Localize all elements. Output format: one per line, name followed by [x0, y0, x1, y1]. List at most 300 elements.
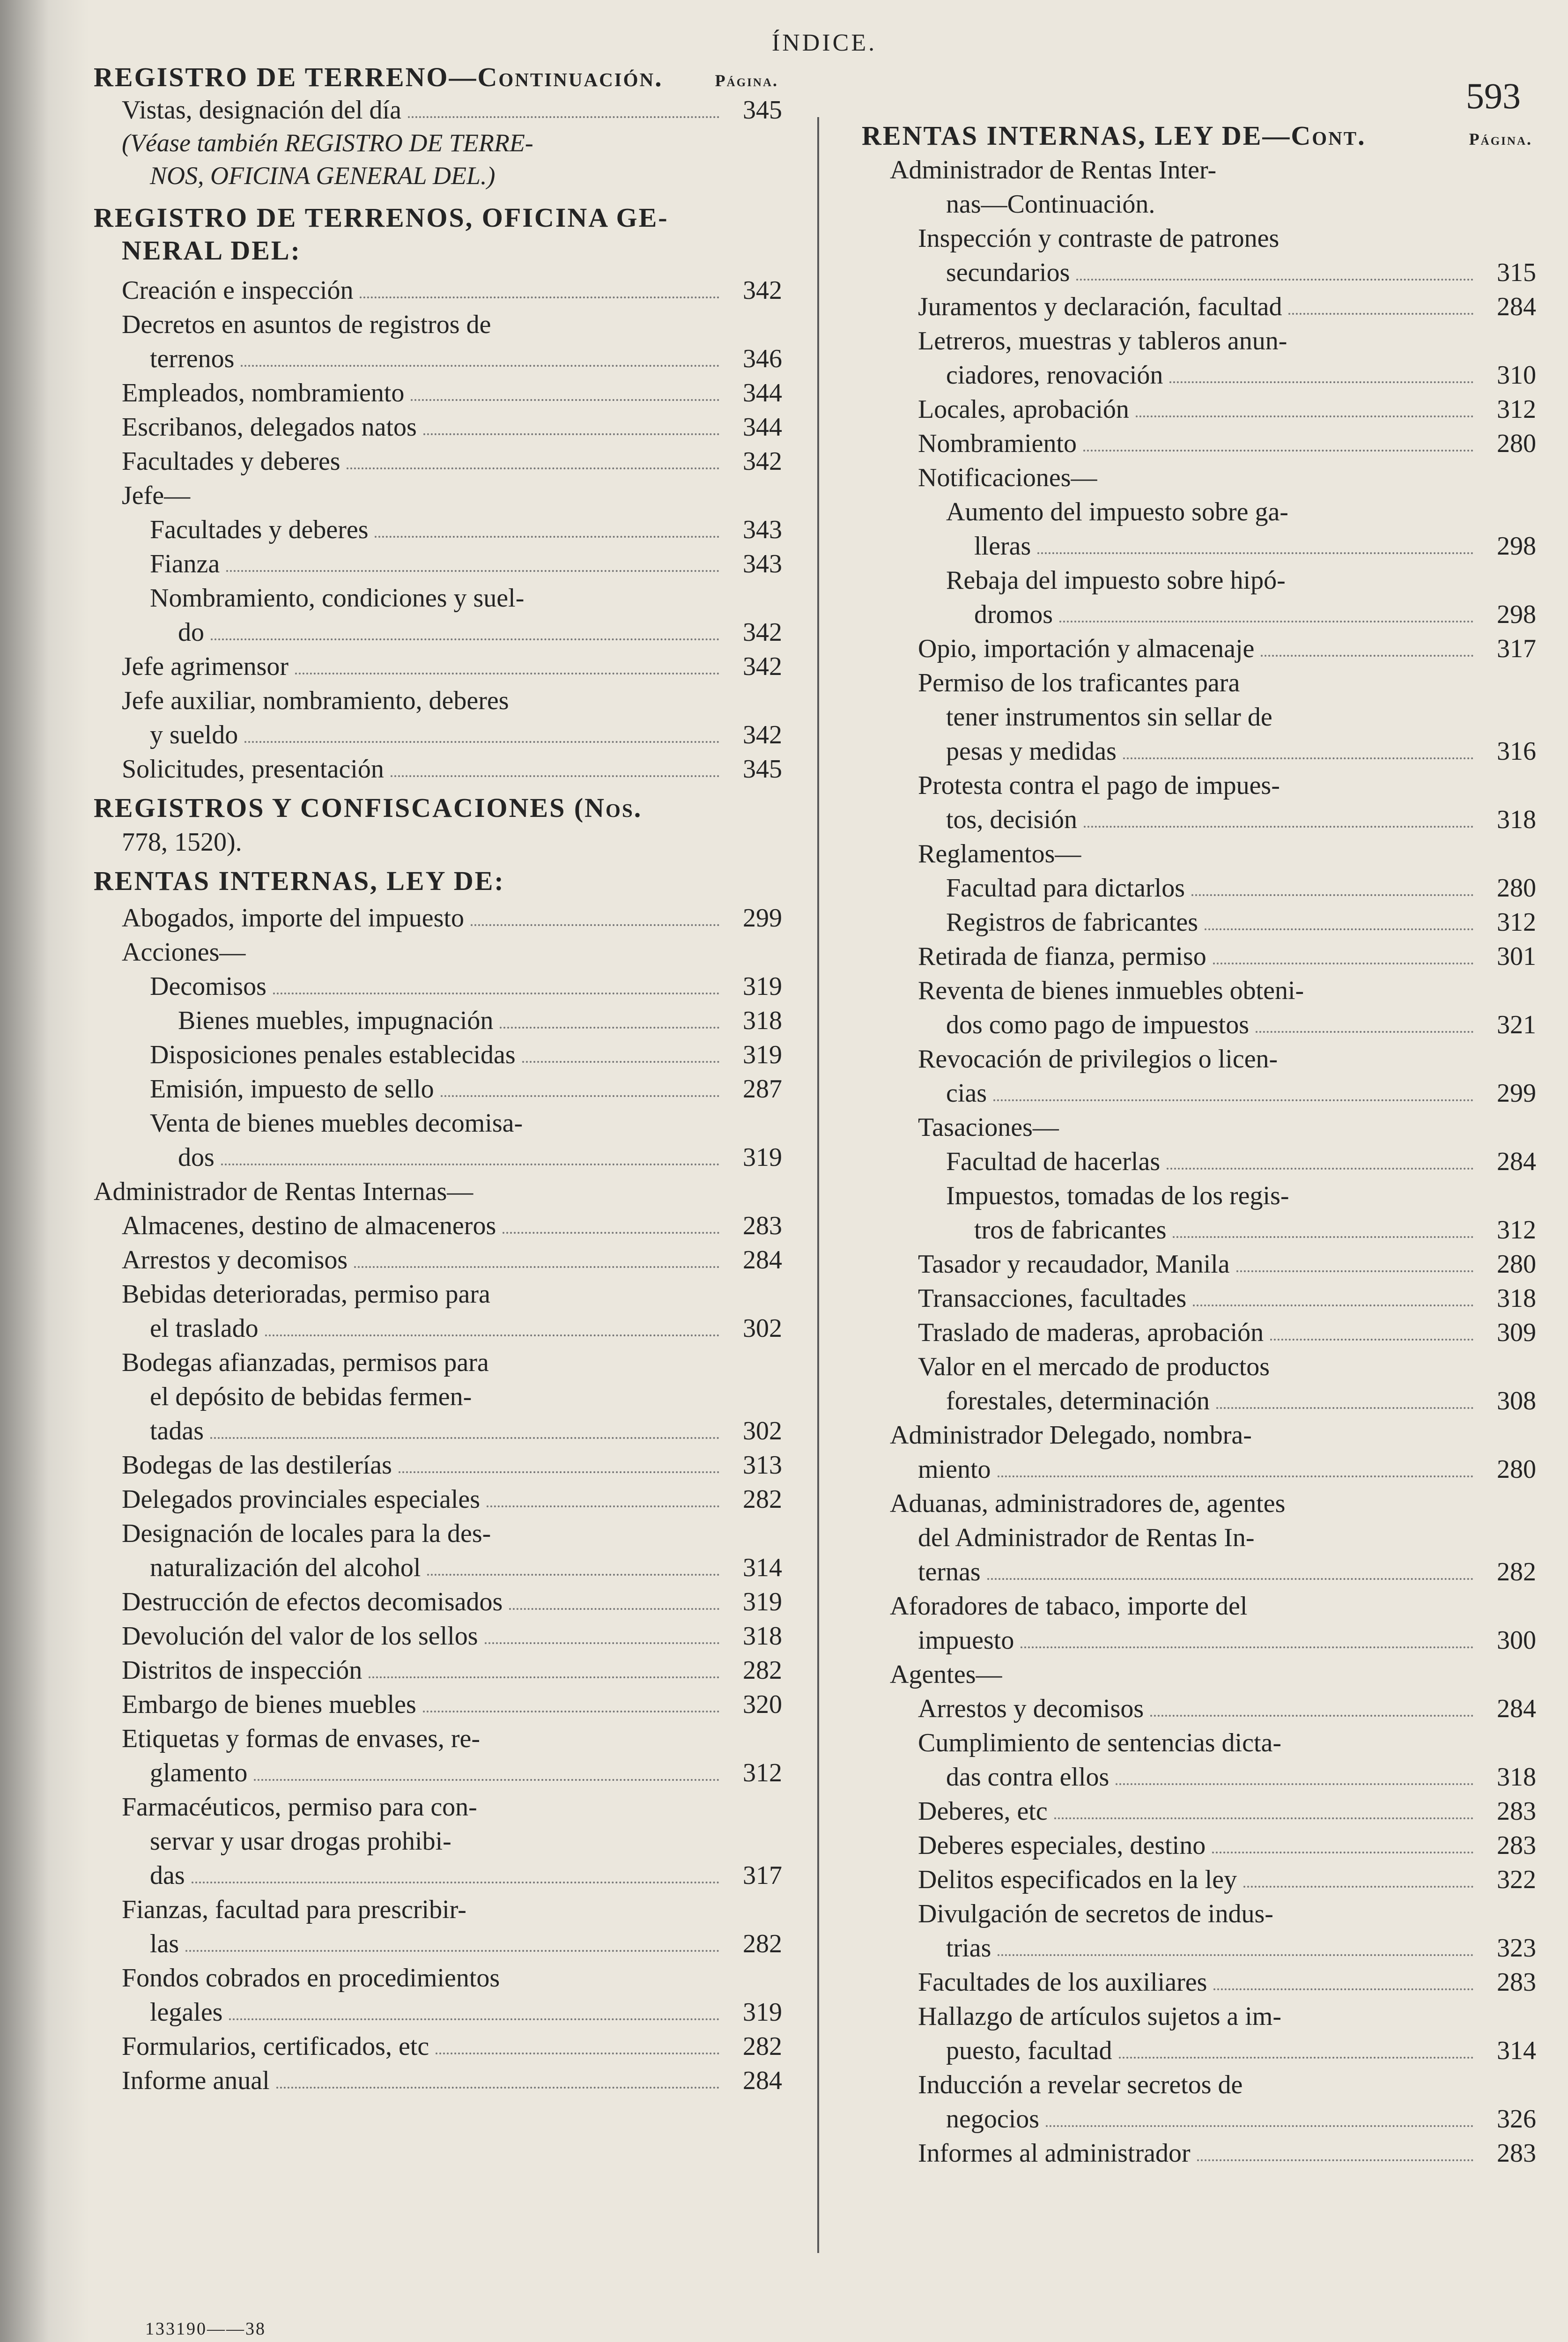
index-entry-page: 283	[743, 1211, 782, 1240]
index-entry	[94, 1654, 782, 1687]
index-entry-page: 319	[743, 1143, 782, 1172]
dot-leader	[1191, 894, 1473, 896]
dot-leader	[354, 1266, 719, 1268]
index-entry-text: Distritos de inspección	[122, 1656, 362, 1685]
index-entry-text: terrenos	[150, 344, 235, 373]
index-entry-text: Bienes muebles, impugnación	[178, 1006, 494, 1035]
index-entry-page: 284	[743, 2066, 782, 2095]
index-entry-text: tener instrumentos sin sellar de	[946, 703, 1272, 732]
index-entry-page: 342	[743, 618, 782, 647]
index-entry-text: Facultades y deberes	[150, 515, 369, 544]
index-entry-text: Designación de locales para la des-	[122, 1519, 491, 1548]
dot-leader	[503, 1231, 719, 1234]
dot-leader	[1236, 1270, 1473, 1272]
dot-leader	[471, 924, 719, 926]
dot-leader	[1169, 381, 1473, 383]
index-entry-page: 346	[743, 344, 782, 373]
index-entry	[94, 377, 782, 409]
index-entry-page: 309	[1497, 1318, 1536, 1347]
index-entry	[94, 1722, 782, 1755]
index-entry	[94, 274, 782, 307]
index-entry-text: Tasaciones—	[918, 1113, 1059, 1142]
index-entry-text: dos como pago de impuestos	[946, 1010, 1250, 1039]
index-entry	[94, 411, 782, 444]
index-entry	[862, 530, 1536, 563]
index-entry-page: 319	[743, 972, 782, 1001]
index-entry-page: 318	[1497, 1284, 1536, 1313]
dot-leader	[998, 1954, 1473, 1956]
index-entry	[94, 1893, 782, 1926]
index-entry	[94, 201, 782, 234]
index-entry	[94, 1586, 782, 1618]
index-entry	[94, 902, 782, 934]
index-entry-page: 318	[1497, 805, 1536, 834]
dot-leader	[487, 1505, 719, 1507]
index-entry-page: 287	[743, 1075, 782, 1104]
index-entry-page: 282	[1497, 1557, 1536, 1586]
dot-leader	[360, 296, 719, 298]
index-entry-text: nas—Continuación.	[946, 190, 1155, 219]
page-edge-shadow	[0, 0, 89, 2342]
index-entry-text: Devolución del valor de los sellos	[122, 1622, 478, 1651]
index-entry	[862, 1556, 1536, 1588]
dot-leader	[226, 570, 719, 572]
index-entry	[94, 445, 782, 478]
index-entry-text: REGISTRO DE TERRENO—Continuación.	[94, 62, 663, 92]
index-entry	[94, 1415, 782, 1447]
index-column-left	[94, 0, 782, 2342]
dot-leader	[399, 1471, 719, 1473]
index-entry-text: Jefe agrimensor	[122, 652, 289, 681]
dot-leader	[1123, 757, 1473, 759]
index-entry-text: forestales, determinación	[946, 1386, 1210, 1416]
dot-leader	[423, 433, 719, 435]
index-entry	[862, 564, 1536, 597]
index-entry	[94, 1141, 782, 1174]
index-entry-text: Escribanos, delegados natos	[122, 413, 417, 442]
index-entry-page: 302	[743, 1416, 782, 1445]
index-entry	[94, 1620, 782, 1653]
index-entry	[94, 1107, 782, 1140]
index-entry-page: 317	[1497, 634, 1536, 663]
index-entry	[862, 1385, 1536, 1417]
index-entry	[94, 792, 782, 824]
dot-leader	[1193, 1304, 1473, 1306]
index-entry-text: dromos	[974, 600, 1053, 629]
index-entry-text: Valor en el mercado de productos	[918, 1352, 1270, 1381]
dot-leader	[1213, 962, 1473, 964]
dot-leader	[295, 672, 719, 674]
index-entry	[862, 496, 1536, 528]
index-entry-page: 299	[743, 904, 782, 933]
index-entry-text: secundarios	[946, 258, 1070, 287]
dot-leader	[998, 1475, 1473, 1477]
index-entry	[94, 1927, 782, 1960]
index-entry-text: Letreros, muestras y tableros anun-	[918, 326, 1287, 356]
index-entry	[862, 256, 1536, 289]
index-entry-page: 284	[1497, 1147, 1536, 1176]
index-entry-text: servar y usar drogas prohibi-	[150, 1827, 451, 1856]
dot-leader	[1288, 312, 1473, 315]
index-entry	[94, 1380, 782, 1413]
index-entry	[94, 1073, 782, 1105]
index-entry-text: Facultades y deberes	[122, 447, 340, 476]
dot-leader	[1046, 2125, 1473, 2127]
dot-leader	[408, 116, 719, 118]
dot-leader	[1243, 1885, 1473, 1888]
index-entry-page: 343	[743, 549, 782, 578]
index-entry	[94, 159, 782, 192]
index-entry-text: Decomisos	[150, 972, 266, 1001]
index-entry-page: 282	[743, 1656, 782, 1685]
index-entry-page: 343	[743, 515, 782, 544]
index-entry	[862, 1453, 1536, 1486]
index-entry	[94, 1996, 782, 2029]
index-entry	[862, 1043, 1536, 1075]
index-entry-text: Fondos cobrados en procedimientos	[122, 1964, 500, 1993]
index-entry-text: Aforadores de tabaco, importe del	[890, 1592, 1248, 1621]
index-entry-text: Administrador de Rentas Inter-	[890, 156, 1217, 185]
index-entry-text: miento	[918, 1455, 991, 1484]
index-entry-text: Arrestos y decomisos	[918, 1694, 1144, 1723]
index-entry	[862, 667, 1536, 699]
index-entry	[94, 826, 782, 859]
index-entry-page: 312	[1497, 1215, 1536, 1245]
dot-leader	[347, 467, 719, 469]
index-entry	[862, 359, 1536, 392]
index-entry-text: Locales, aprobación	[918, 395, 1129, 424]
index-entry-text: Informes al administrador	[918, 2139, 1191, 2168]
dot-leader	[1054, 1817, 1473, 1819]
index-entry-text: RENTAS INTERNAS, LEY DE:	[94, 866, 505, 896]
index-entry-page: 312	[1497, 395, 1536, 424]
index-entry-text: el traslado	[150, 1314, 259, 1343]
index-entry-text: Retirada de fianza, permiso	[918, 942, 1206, 971]
index-entry-text: Inspección y contraste de patrones	[918, 224, 1280, 253]
index-entry-text: Delegados provinciales especiales	[122, 1485, 481, 1514]
index-column-right	[862, 0, 1536, 2342]
dot-leader	[441, 1095, 719, 1097]
index-entry-text: Vistas, designación del día	[122, 96, 401, 125]
index-entry-page: 280	[1497, 1455, 1536, 1484]
index-entry-text: Decretos en asuntos de registros de	[122, 310, 491, 339]
index-entry	[862, 154, 1536, 186]
index-entry	[862, 2137, 1536, 2170]
index-entry-text: tos, decisión	[946, 805, 1077, 834]
index-entry	[862, 325, 1536, 357]
index-entry	[862, 461, 1536, 494]
index-entry-text: Administrador Delegado, nombra-	[890, 1421, 1252, 1450]
index-entry-page: 283	[1497, 1797, 1536, 1826]
index-entry-text: Solicitudes, presentación	[122, 755, 384, 784]
index-entry-page: 312	[743, 1758, 782, 1787]
index-entry	[862, 1897, 1536, 1930]
index-entry	[862, 1214, 1536, 1246]
index-entry-text: (Véase también REGISTRO DE TERRE-	[122, 129, 533, 157]
index-entry-page: 319	[743, 1998, 782, 2027]
dot-leader	[369, 1676, 719, 1678]
index-entry-page: 316	[1497, 737, 1536, 766]
index-entry-text: cias	[946, 1079, 987, 1108]
dot-leader	[1216, 1407, 1473, 1409]
index-entry	[94, 1038, 782, 1071]
index-entry-text: Juramentos y declaración, facultad	[918, 292, 1282, 321]
index-entry-text: Impuestos, tomadas de los regis-	[946, 1181, 1289, 1210]
index-entry-text: naturalización del alcohol	[150, 1553, 421, 1582]
dot-leader	[1150, 1714, 1473, 1717]
dot-leader	[192, 1881, 719, 1883]
index-entry-page: 282	[743, 1485, 782, 1514]
index-entry	[94, 1346, 782, 1379]
index-entry-text: Creación e inspección	[122, 276, 354, 305]
index-entry	[862, 2068, 1536, 2101]
index-entry-page: 314	[1497, 2036, 1536, 2065]
index-entry	[862, 769, 1536, 802]
index-entry-page: 282	[743, 1929, 782, 1958]
index-entry	[862, 735, 1536, 768]
index-entry-text: del Administrador de Rentas In-	[918, 1523, 1255, 1552]
running-head: ÍNDICE.	[771, 30, 877, 56]
index-entry-text: Aduanas, administradores de, agentes	[890, 1489, 1286, 1518]
index-entry	[94, 1791, 782, 1823]
index-entry	[862, 872, 1536, 904]
index-entry-page: 301	[1497, 942, 1536, 971]
index-entry-page: 298	[1497, 532, 1536, 561]
index-entry-text: y sueldo	[150, 720, 238, 749]
index-entry	[94, 1209, 782, 1242]
dot-leader	[1076, 278, 1473, 281]
index-entry	[94, 342, 782, 375]
index-entry-text: las	[150, 1929, 179, 1958]
index-entry-text: Transacciones, facultades	[918, 1284, 1187, 1313]
index-entry-text: Rebaja del impuesto sobre hipó-	[946, 566, 1286, 595]
index-entry-text: Deberes, etc	[918, 1797, 1048, 1826]
index-entry-text: Nombramiento	[918, 429, 1077, 458]
index-entry	[94, 548, 782, 580]
index-entry-page: 345	[743, 755, 782, 784]
index-entry-text: Venta de bienes muebles decomisa-	[150, 1109, 523, 1138]
pagina-column-label: Página.	[715, 71, 778, 90]
index-entry	[94, 94, 782, 126]
index-entry-text: tadas	[150, 1416, 204, 1445]
index-entry	[862, 1008, 1536, 1041]
index-entry-text: Emisión, impuesto de sello	[150, 1075, 434, 1104]
dot-leader	[522, 1060, 719, 1063]
dot-leader	[1212, 1851, 1473, 1853]
index-entry	[94, 1688, 782, 1721]
index-entry	[94, 308, 782, 341]
index-entry-text: Facultades de los auxiliares	[918, 1968, 1207, 1997]
index-entry-page: 312	[1497, 908, 1536, 937]
index-entry-page: 298	[1497, 600, 1536, 629]
index-entry	[94, 1312, 782, 1345]
index-entry-text: ciadores, renovación	[946, 361, 1163, 390]
index-entry-text: Divulgación de secretos de indus-	[918, 1899, 1273, 1928]
index-entry	[862, 1932, 1536, 1964]
index-entry	[94, 616, 782, 649]
index-entry	[94, 1551, 782, 1584]
index-entry-text: do	[178, 618, 204, 647]
index-entry-text: Bodegas afianzadas, permisos para	[122, 1348, 489, 1377]
index-entry	[862, 1761, 1536, 1794]
index-entry-page: 280	[1497, 429, 1536, 458]
index-entry	[862, 1350, 1536, 1383]
index-entry-text: Registros de fabricantes	[946, 908, 1198, 937]
index-entry-text: Fianzas, facultad para prescribir-	[122, 1895, 466, 1924]
index-entry	[862, 598, 1536, 631]
dot-leader	[1256, 1030, 1473, 1033]
index-entry	[94, 1449, 782, 1482]
dot-leader	[1270, 1338, 1473, 1341]
index-entry-text: Hallazgo de artículos sujetos a im-	[918, 2002, 1281, 2031]
index-entry-text: Disposiciones penales establecidas	[150, 1040, 516, 1069]
index-entry-text: Jefe auxiliar, nombramiento, deberes	[122, 686, 509, 715]
index-entry	[862, 701, 1536, 734]
dot-leader	[1083, 449, 1473, 452]
index-entry	[862, 1111, 1536, 1144]
footer-print-code: 133190——38	[145, 2319, 266, 2339]
index-entry-page: 308	[1497, 1386, 1536, 1416]
index-entry-text: das contra ellos	[946, 1763, 1109, 1792]
dot-leader	[1119, 2056, 1473, 2059]
dot-leader	[1059, 620, 1473, 623]
index-entry-page: 319	[743, 1040, 782, 1069]
index-entry	[862, 1521, 1536, 1554]
column-divider	[817, 117, 819, 2253]
index-entry-text: legales	[150, 1998, 223, 2027]
index-entry	[94, 1517, 782, 1550]
index-entry	[862, 1829, 1536, 1862]
index-entry	[862, 1624, 1536, 1657]
pagina-column-label: Página.	[1469, 130, 1532, 148]
dot-leader	[485, 1642, 719, 1644]
dot-leader	[509, 1608, 719, 1610]
index-entry	[862, 1316, 1536, 1349]
index-entry-text: NERAL DEL:	[122, 235, 301, 266]
dot-leader	[436, 2052, 719, 2054]
dot-leader	[993, 1099, 1473, 1101]
dot-leader	[1084, 825, 1473, 828]
dot-leader	[1261, 654, 1473, 657]
index-entry	[862, 119, 1536, 152]
index-entry-text: Permiso de los traficantes para	[918, 668, 1240, 697]
index-entry	[862, 1248, 1536, 1281]
index-entry-text: Aumento del impuesto sobre ga-	[946, 497, 1288, 526]
index-entry-page: 302	[743, 1314, 782, 1343]
dot-leader	[1021, 1646, 1473, 1648]
index-entry-text: Tasador y recaudador, Manila	[918, 1250, 1230, 1279]
index-entry	[94, 719, 782, 751]
index-entry	[862, 427, 1536, 460]
dot-leader	[1037, 552, 1473, 554]
index-entry-page: 322	[1497, 1865, 1536, 1894]
index-entry-page: 319	[743, 1587, 782, 1616]
index-entry-page: 345	[743, 96, 782, 125]
index-entry-page: 313	[743, 1451, 782, 1480]
index-entry	[862, 1487, 1536, 1520]
index-entry-text: pesas y medidas	[946, 737, 1117, 766]
index-entry-text: 778, 1520).	[122, 828, 242, 857]
dot-leader	[244, 741, 719, 743]
index-entry-page: 310	[1497, 361, 1536, 390]
index-entry	[94, 234, 782, 267]
index-entry-text: Protesta contra el pago de impues-	[918, 771, 1280, 800]
index-entry	[94, 1483, 782, 1516]
page-number: 593	[1466, 75, 1521, 116]
index-entry-text: Nombramiento, condiciones y suel-	[150, 584, 525, 613]
index-entry	[94, 1962, 782, 1994]
index-entry-text: Embargo de bienes muebles	[122, 1690, 416, 1719]
index-entry-page: 300	[1497, 1626, 1536, 1655]
index-entry	[862, 1590, 1536, 1623]
index-entry-text: Reglamentos—	[918, 839, 1081, 868]
index-entry	[94, 513, 782, 546]
index-entry-page: 321	[1497, 1010, 1536, 1039]
index-entry	[94, 126, 782, 159]
index-entry-text: Deberes especiales, destino	[918, 1831, 1206, 1860]
index-entry	[862, 1795, 1536, 1828]
index-entry-page: 326	[1497, 2105, 1536, 2134]
index-entry	[94, 970, 782, 1003]
index-entry	[862, 1727, 1536, 1759]
dot-leader	[241, 364, 719, 367]
index-entry-page: 315	[1497, 258, 1536, 287]
index-entry-text: Agentes—	[890, 1660, 1002, 1689]
index-entry	[862, 1863, 1536, 1896]
dot-leader	[210, 1437, 719, 1439]
index-entry-text: impuesto	[918, 1626, 1014, 1655]
index-entry-text: Bodegas de las destilerías	[122, 1451, 392, 1480]
index-entry-page: 283	[1497, 2139, 1536, 2168]
index-entry	[94, 1859, 782, 1892]
index-entry-page: 323	[1497, 1934, 1536, 1963]
index-entry	[94, 582, 782, 615]
index-entry-page: 342	[743, 447, 782, 476]
index-entry-page: 318	[1497, 1763, 1536, 1792]
index-entry-text: Jefe—	[122, 481, 191, 510]
index-entry-text: Fianza	[150, 549, 220, 578]
dot-leader	[1205, 928, 1473, 930]
index-entry-text: Inducción a revelar secretos de	[918, 2070, 1243, 2099]
index-entry-text: Revocación de privilegios o licen-	[918, 1045, 1278, 1074]
index-entry-text: tros de fabricantes	[974, 1215, 1167, 1245]
index-entry	[94, 1825, 782, 1858]
index-entry	[94, 1244, 782, 1276]
dot-leader	[265, 1334, 719, 1336]
index-entry	[862, 837, 1536, 870]
dot-leader	[1197, 2159, 1473, 2161]
index-entry	[862, 222, 1536, 255]
dot-leader	[273, 992, 719, 994]
index-entry-page: 280	[1497, 874, 1536, 903]
index-entry-text: NOS, OFICINA GENERAL DEL.)	[150, 162, 496, 190]
index-entry-text: Formularios, certificados, etc	[122, 2032, 429, 2061]
index-entry-text: Cumplimiento de sentencias dicta-	[918, 1728, 1282, 1757]
index-entry-page: 318	[743, 1006, 782, 1035]
index-entry	[94, 1004, 782, 1037]
index-entry-page: 299	[1497, 1079, 1536, 1108]
index-entry-page: 283	[1497, 1968, 1536, 1997]
dot-leader	[1136, 415, 1473, 417]
index-entry-text: Farmacéuticos, permiso para con-	[122, 1793, 477, 1822]
dot-leader	[375, 535, 719, 538]
index-entry	[94, 936, 782, 969]
dot-leader	[423, 1710, 719, 1712]
index-entry-text: Empleados, nombramiento	[122, 378, 405, 408]
index-entry-text: Administrador de Rentas Internas—	[94, 1177, 473, 1206]
index-entry	[94, 61, 782, 94]
index-entry-text: Traslado de maderas, aprobación	[918, 1318, 1264, 1347]
